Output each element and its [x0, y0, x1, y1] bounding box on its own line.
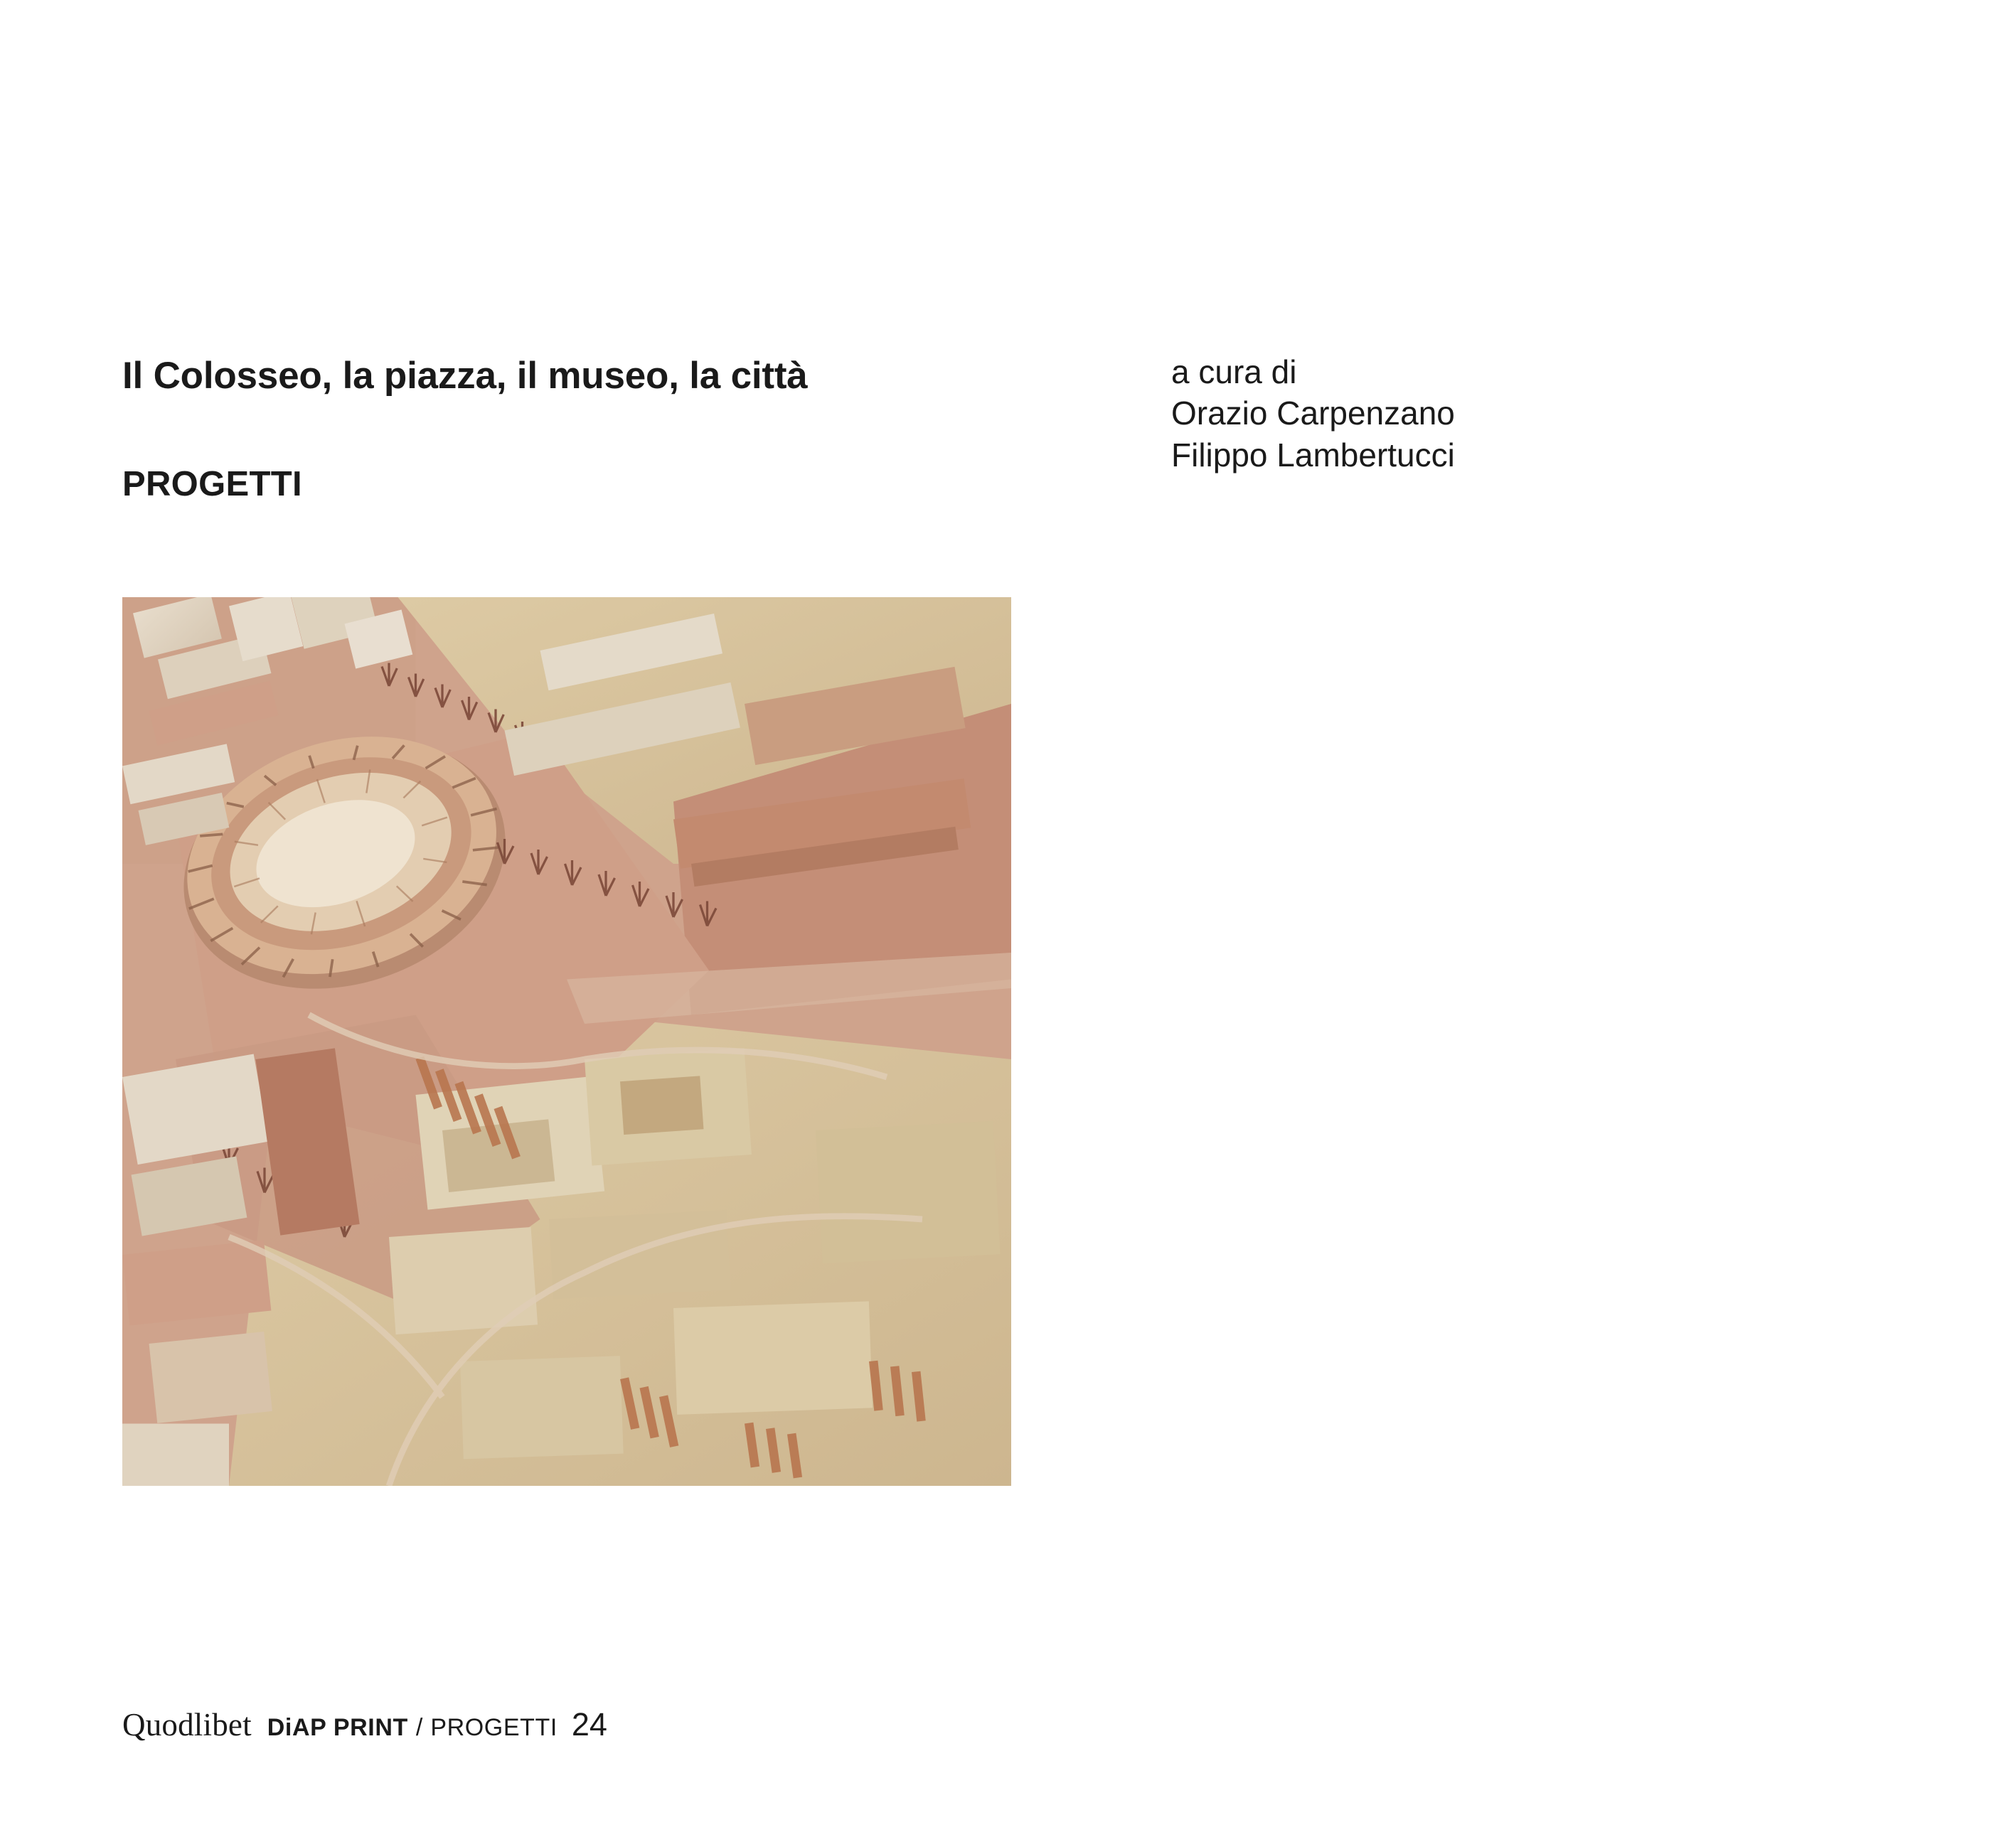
collection-name: PROGETTI: [430, 1714, 558, 1741]
editor-name-1: Orazio Carpenzano: [1171, 395, 1455, 432]
cover-image: [122, 597, 1011, 1486]
title-column: [122, 354, 1047, 504]
editor-name-2: Filippo Lambertucci: [1171, 436, 1455, 473]
imprint-line: [122, 1706, 607, 1743]
page-subtitle: PROGETTI: [122, 464, 302, 503]
series-name: DiAP PRINT: [267, 1714, 408, 1741]
imprint-separator: /: [415, 1714, 423, 1741]
publisher-name: Quodlibet: [122, 1707, 252, 1742]
scale-model-illustration: [122, 597, 1011, 1486]
page-title: Il Colosseo, la piazza, il museo, la città: [122, 355, 808, 397]
editors-label: a cura di: [1171, 353, 1297, 390]
volume-number: 24: [571, 1706, 607, 1742]
editors-column: [1171, 351, 1612, 476]
